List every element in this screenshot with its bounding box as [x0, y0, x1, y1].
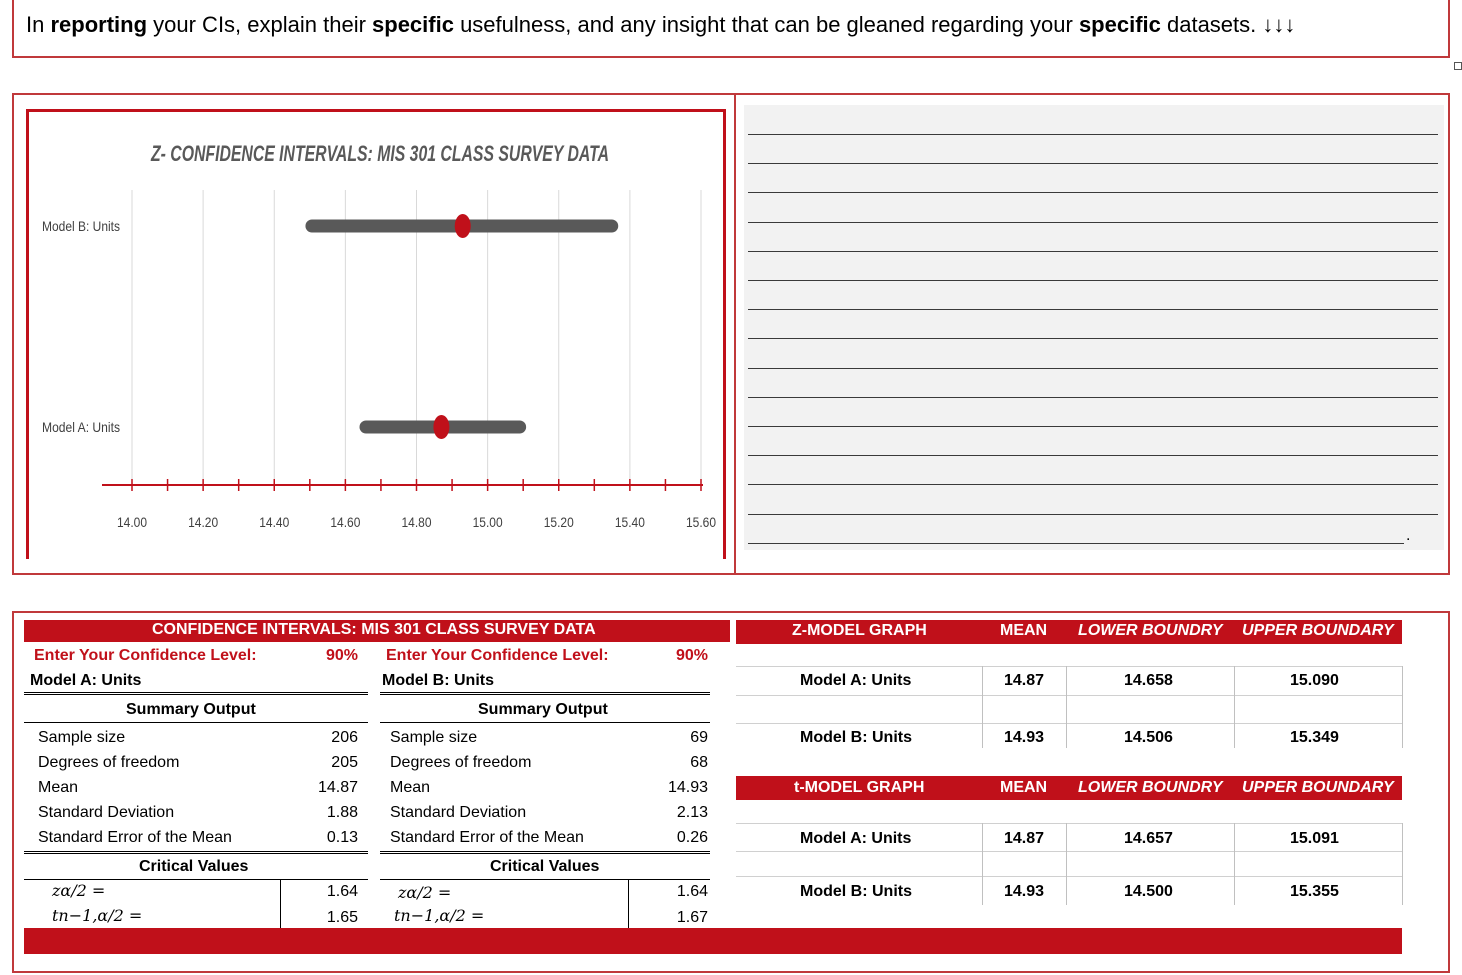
t-model-row-lower: 14.657 — [1124, 830, 1173, 847]
z-model-upper-header: UPPER BOUNDARY — [1242, 622, 1394, 639]
t-critical-label-b: tn−1,α/2 = — [394, 906, 485, 925]
category-label: Model B: Units — [42, 218, 120, 234]
t-model-row-upper: 15.091 — [1290, 830, 1339, 847]
x-tick-label: 14.60 — [330, 514, 361, 530]
prompt-text-3: usefulness, and any insight that can be gleaned regarding your — [453, 12, 1079, 37]
x-tick-label: 14.80 — [401, 514, 432, 530]
stat-label-a: Degrees of freedom — [38, 754, 180, 771]
prompt-text-4: datasets. — [1160, 12, 1263, 37]
stat-value-b: 68 — [690, 754, 708, 771]
t-model-row-upper: 15.355 — [1290, 883, 1339, 900]
rule — [24, 692, 368, 695]
answer-line[interactable] — [748, 543, 1404, 544]
rule — [24, 879, 368, 880]
grid-line — [736, 695, 1402, 696]
ci-chart-svg — [29, 112, 723, 559]
grid-line — [736, 851, 1402, 852]
t-critical-value-b: 1.67 — [676, 909, 708, 926]
grid-line — [1234, 666, 1235, 748]
grid-line — [982, 823, 983, 905]
prompt-text-2: your CIs, explain their — [147, 12, 373, 37]
stat-label-a: Sample size — [38, 729, 126, 746]
t-model-mean-header: MEAN — [1000, 779, 1048, 796]
rule — [380, 722, 710, 723]
grid-line — [1402, 666, 1403, 748]
stat-value-a: 1.88 — [326, 804, 358, 821]
stat-value-b: 0.26 — [676, 829, 708, 846]
stat-value-b: 69 — [690, 729, 708, 746]
grid-line — [280, 879, 281, 931]
answer-line[interactable] — [748, 484, 1438, 485]
prompt-bold-specific-2: specific — [1078, 12, 1161, 37]
stat-label-a: Standard Deviation — [38, 804, 175, 821]
t-model-upper-header: UPPER BOUNDARY — [1242, 779, 1394, 796]
grid-line — [1402, 823, 1403, 905]
t-model-row-label: Model B: Units — [800, 883, 912, 900]
stat-value-a: 206 — [331, 729, 358, 746]
answer-line[interactable] — [748, 455, 1438, 456]
z-model-row-label: Model A: Units — [800, 672, 912, 689]
z-model-row-upper: 15.349 — [1290, 729, 1339, 746]
grid-line — [736, 723, 1402, 724]
resize-handle[interactable] — [1454, 62, 1462, 70]
z-model-row-upper: 15.090 — [1290, 672, 1339, 689]
z-model-row-lower: 14.658 — [1124, 672, 1173, 689]
rule — [24, 851, 368, 854]
stat-label-b: Sample size — [390, 729, 478, 746]
t-model-lower-header: LOWER BOUNDRY — [1078, 779, 1223, 796]
prompt-text-1: In — [26, 12, 51, 37]
z-critical-label-a: zα/2 = — [52, 881, 106, 900]
t-critical-value-a: 1.65 — [326, 909, 358, 926]
stat-label-a: Mean — [38, 779, 79, 796]
stat-label-b: Standard Error of the Mean — [390, 829, 584, 846]
z-critical-value-a: 1.64 — [326, 883, 358, 900]
trailing-period: . — [1406, 527, 1411, 544]
rule — [24, 722, 368, 723]
chart-title: Z- CONFIDENCE INTERVALS: MIS 301 CLASS SURVEY DATA — [150, 141, 609, 166]
grid-line — [982, 666, 983, 748]
critical-values-header-a: Critical Values — [139, 858, 249, 875]
z-critical-label-b: zα/2 = — [398, 883, 452, 902]
t-model-row-lower: 14.500 — [1124, 883, 1173, 900]
t-model-row-mean: 14.87 — [1004, 830, 1045, 847]
z-critical-value-b: 1.64 — [676, 883, 708, 900]
summary-output-header-a: Summary Output — [126, 701, 256, 718]
instruction-banner — [12, 0, 1450, 58]
stat-value-b: 14.93 — [667, 779, 708, 796]
grid-line — [1066, 823, 1067, 905]
confidence-input-b[interactable]: 90% — [675, 647, 708, 664]
rule — [380, 692, 710, 695]
t-model-header: t-MODEL GRAPH — [794, 779, 925, 796]
x-tick-label: 15.20 — [543, 514, 574, 530]
answer-line[interactable] — [748, 426, 1438, 427]
stat-value-a: 205 — [331, 754, 358, 771]
model-b-title: Model B: Units — [382, 672, 494, 689]
z-model-mean-header: MEAN — [1000, 622, 1048, 639]
summary-panel — [12, 611, 1450, 973]
rule — [380, 879, 710, 880]
grid-line — [736, 666, 1402, 667]
prompt-bold-reporting: reporting — [50, 12, 148, 37]
t-model-row-label: Model A: Units — [800, 830, 912, 847]
confidence-label-a: Enter Your Confidence Level: — [34, 647, 257, 664]
x-tick-label: 14.00 — [117, 514, 148, 530]
z-model-row-lower: 14.506 — [1124, 729, 1173, 746]
chart-and-notes-panel — [12, 93, 1450, 575]
stat-value-a: 14.87 — [317, 779, 358, 796]
x-tick-label: 15.00 — [472, 514, 503, 530]
stat-value-b: 2.13 — [676, 804, 708, 821]
stat-label-b: Mean — [390, 779, 431, 796]
answer-line[interactable] — [748, 309, 1438, 310]
confidence-label-b: Enter Your Confidence Level: — [386, 647, 609, 664]
grid-line — [628, 879, 629, 931]
rule — [380, 851, 710, 854]
x-tick-label: 14.20 — [188, 514, 219, 530]
z-model-lower-header: LOWER BOUNDRY — [1078, 622, 1223, 639]
answer-line[interactable] — [748, 338, 1438, 339]
answer-line[interactable] — [748, 397, 1438, 398]
answer-line[interactable] — [748, 134, 1438, 135]
answer-line[interactable] — [748, 280, 1438, 281]
t-critical-label-a: tn−1,α/2 = — [52, 906, 143, 925]
stat-label-a: Standard Error of the Mean — [38, 829, 232, 846]
category-label: Model A: Units — [42, 419, 120, 435]
x-tick-label: 14.40 — [259, 514, 290, 530]
grid-line — [736, 823, 1402, 824]
summary-footer-band — [24, 928, 1402, 954]
model-a-title: Model A: Units — [30, 672, 142, 689]
t-model-row-mean: 14.93 — [1004, 883, 1045, 900]
stat-label-b: Degrees of freedom — [390, 754, 532, 771]
critical-values-header-b: Critical Values — [490, 858, 600, 875]
answer-lines-area[interactable] — [744, 105, 1444, 550]
x-tick-label: 15.40 — [614, 514, 646, 530]
panel-divider — [734, 95, 736, 573]
answer-line[interactable] — [748, 368, 1438, 369]
z-model-header: Z-MODEL GRAPH — [792, 622, 927, 639]
mean-marker — [433, 415, 449, 439]
summary-output-header-b: Summary Output — [478, 701, 608, 718]
answer-line[interactable] — [748, 514, 1438, 515]
prompt-bold-specific-1: specific — [372, 12, 454, 37]
mean-marker — [455, 214, 471, 238]
answer-line[interactable] — [748, 251, 1438, 252]
answer-line[interactable] — [748, 192, 1438, 193]
answer-line[interactable] — [748, 163, 1438, 164]
stat-value-a: 0.13 — [326, 829, 358, 846]
down-arrows-icon: ↓↓↓ — [1262, 12, 1296, 37]
x-tick-label: 15.60 — [686, 514, 717, 530]
stat-label-b: Standard Deviation — [390, 804, 527, 821]
z-confidence-chart[interactable] — [26, 109, 726, 559]
answer-line[interactable] — [748, 222, 1438, 223]
grid-line — [736, 876, 1402, 877]
confidence-input-a[interactable]: 90% — [325, 647, 358, 664]
grid-line — [1234, 823, 1235, 905]
summary-title: CONFIDENCE INTERVALS: MIS 301 CLASS SURVEY DATA — [152, 621, 596, 638]
z-model-row-mean: 14.87 — [1004, 672, 1045, 689]
z-model-row-mean: 14.93 — [1004, 729, 1045, 746]
grid-line — [1066, 666, 1067, 748]
z-model-row-label: Model B: Units — [800, 729, 912, 746]
